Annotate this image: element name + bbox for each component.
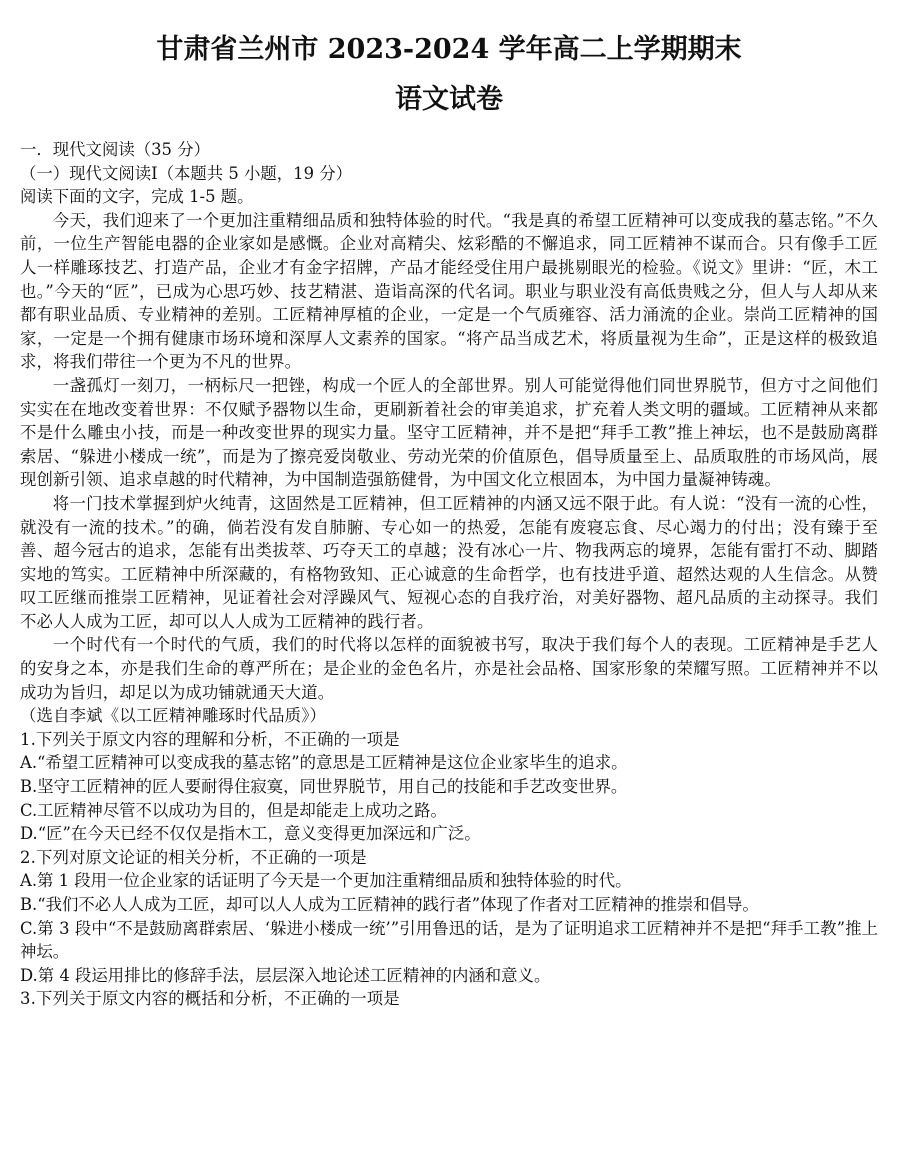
option-d: D.第 4 段运用排比的修辞手法，层层深入地论述工匠精神的内涵和意义。	[20, 965, 551, 985]
option-b: B.坚守工匠精神的匠人要耐得住寂寞，同世界脱节，用自己的技能和手艺改变世界。	[20, 777, 628, 797]
option-d: D.“匠”在今天已经不仅仅是指木工，意义变得更加深远和广泛。	[20, 824, 481, 844]
reading-passage	[20, 209, 878, 728]
passage-paragraph-1: 今天，我们迎来了一个更加注重精细品质和独特体验的时代。“我是真的希望工匠精神可以变成我的墓志铭。”不久前，一位生产智能电器的企业家如是感慨。企业对高精尖、炫彩酷的不懈追求，同工匠精神不谋而合。只有像手工匠人一样雕琢技艺、打造产品，企业才有金字招牌，产品才能经受住用户最挑剔眼光的检验。《说文》里讲：“匠，木工也。”今天的“匠”，已成为心思巧妙、技艺精湛、造诣高深的代名词。职业与职业没有高低贵贱之分，但人与人却从来都有职业品质、专业精神的差别。工匠精神厚植的企业，一定是一个气质雍容、活力涌流的企业。崇尚工匠精神的国家，一定是一个拥有健康市场环境和深厚人文素养的国家。“将产品当成艺术，将质量视为生命”，正是这样的极致追求，将我们带往一个更为不凡的世界。	[20, 210, 878, 372]
option-a: A.第 1 段用一位企业家的话证明了今天是一个更加注重精细品质和独特体验的时代。	[20, 871, 632, 891]
option-b: B.“我们不必人人成为工匠，却可以人人成为工匠精神的践行者”体现了作者对工匠精神的推崇和倡导。	[20, 895, 759, 914]
passage-source: （选自李斌《以工匠精神雕琢时代品质》）	[20, 706, 327, 726]
question-1	[20, 728, 878, 846]
sub-section-heading: （一）现代文阅读Ⅰ（本题共 5 小题，19 分）	[20, 163, 353, 183]
document-subtitle: 语文试卷	[395, 84, 503, 115]
section-heading: 一．现代文阅读（35 分）	[20, 140, 210, 159]
option-c: C.工匠精神尽管不以成功为目的，但是却能走上成功之路。	[20, 800, 447, 820]
question-stem: 3.下列关于原文内容的概括和分析，不正确的一项是	[20, 989, 400, 1009]
reading-instruction: 阅读下面的文字，完成 1-5 题。	[20, 187, 254, 207]
question-2	[20, 846, 878, 988]
question-stem: 1.下列关于原文内容的理解和分析，不正确的一项是	[20, 729, 400, 749]
option-c: C.第 3 段中“不是鼓励离群索居、‘躲进小楼成一统’”引用鲁迅的话，是为了证明追求工匠精神并不是把“拜手工教”推上神坛。	[20, 918, 878, 962]
option-a: A.“希望工匠精神可以变成我的墓志铭”的意思是工匠精神是这位企业家毕生的追求。	[20, 753, 628, 773]
passage-paragraph-2: 一盏孤灯一刻刀，一柄标尺一把锉，构成一个匠人的全部世界。别人可能觉得他们同世界脱节，但方寸之间他们实实在在地改变着世界：不仅赋予器物以生命，更刷新着社会的审美追求，扩充着人类文明的疆域。工匠精神从来都不是什么雕虫小技，而是一种改变世界的现实力量。坚守工匠精神，并不是把“拜手工教”推上神坛，也不是鼓励离群索居、“躲进小楼成一统”，而是为了擦亮爱岗敬业、劳动光荣的价值原色，倡导质量至上、品质取胜的市场风尚，展现创新引领、追求卓越的时代精神，为中国制造强筋健骨，为中国文化立根固本，为中国力量凝神铸魂。	[20, 375, 878, 490]
question-3	[20, 987, 878, 1011]
question-stem: 2.下列对原文论证的相关分析，不正确的一项是	[20, 847, 367, 867]
document-title: 甘肃省兰州市 2023-2024 学年高二上学期期末	[156, 34, 742, 65]
passage-paragraph-4: 一个时代有一个时代的气质，我们的时代将以怎样的面貌被书写，取决于我们每个人的表现。工匠精神是手艺人的安身之本，亦是我们生命的尊严所在；是企业的金色名片，亦是社会品格、国家形象的荣耀写照。工匠精神并不以成功为旨归，却足以为成功铺就通天大道。	[20, 635, 878, 702]
passage-paragraph-3: 将一门技术掌握到炉火纯青，这固然是工匠精神，但工匠精神的内涵又远不限于此。有人说：“没有一流的心性，就没有一流的技术。”的确，倘若没有发自肺腑、专心如一的热爱，怎能有废寝忘食、尽心竭力的付出；没有臻于至善、超今冠古的追求，怎能有出类拔萃、巧夺天工的卓越；没有冰心一片、物我两忘的境界，怎能有雷打不动、脚踏实地的笃实。工匠精神中所深藏的，有格物致知、正心诚意的生命哲学，也有技进乎道、超然达观的人生信念。从赞叹工匠继而推崇工匠精神，见证着社会对浮躁风气、短视心态的自我疗治，对美好器物、超凡品质的主动探寻。我们不必人人成为工匠，却可以人人成为工匠精神的践行者。	[20, 493, 878, 631]
